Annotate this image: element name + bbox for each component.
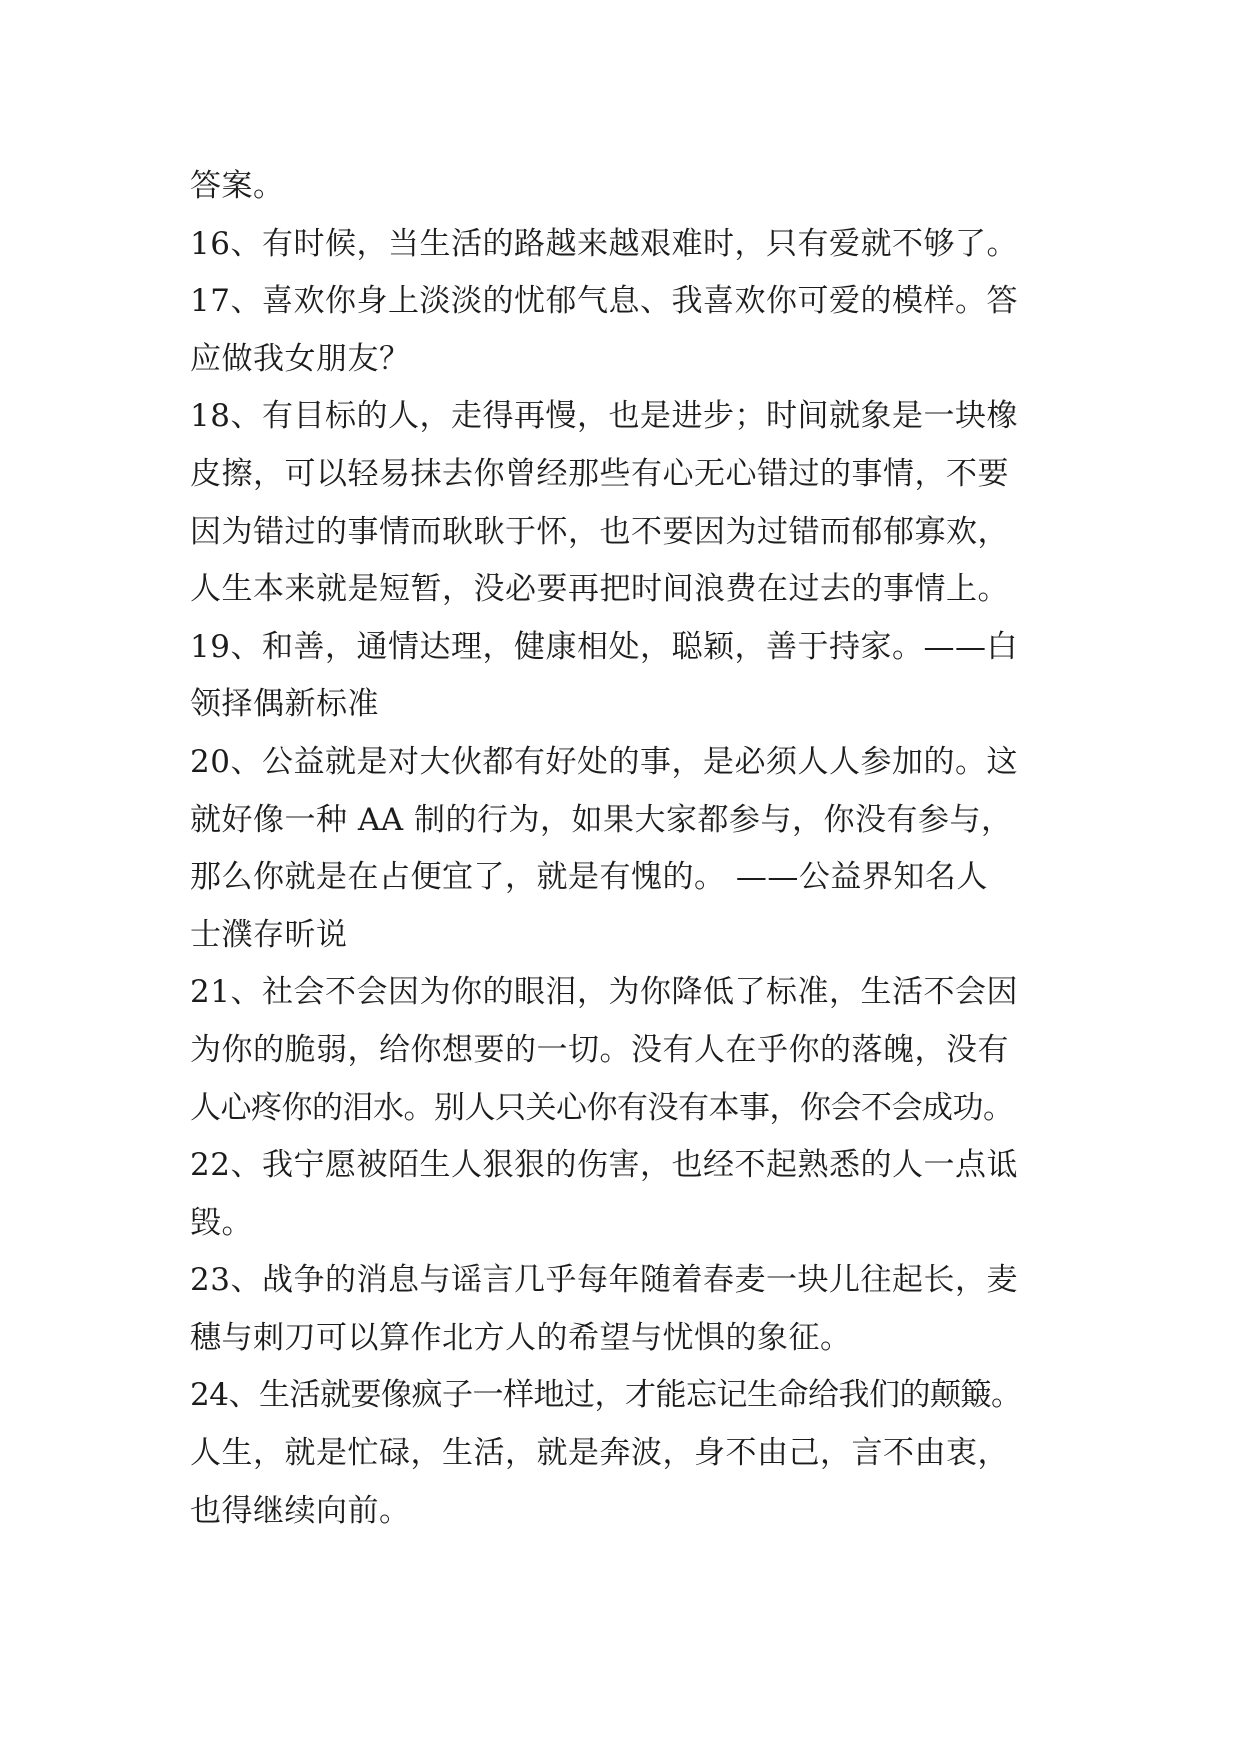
text-line: 皮擦，可以轻易抹去你曾经那些有心无心错过的事情，不要 — [190, 455, 1009, 492]
text-line: 24、生活就要像疯子一样地过，才能忘记生命给我们的颠簸。 — [190, 1377, 1022, 1414]
text-line: 毁。 — [190, 1204, 253, 1241]
text-line: 穗与刺刀可以算作北方人的希望与忧惧的象征。 — [190, 1319, 852, 1356]
text-line: 21、社会不会因为你的眼泪，为你降低了标准，生活不会因 — [190, 974, 1018, 1011]
text-line: 人生本来就是短暂，没必要再把时间浪费在过去的事情上。 — [190, 571, 1009, 608]
text-line: 领择偶新标准 — [190, 686, 379, 723]
text-line: 22、我宁愿被陌生人狠狠的伤害，也经不起熟悉的人一点诋 — [190, 1147, 1018, 1184]
text-line: 17、喜欢你身上淡淡的忧郁气息、我喜欢你可爱的模样。答 — [190, 283, 1018, 320]
text-line: 就好像一种 AA 制的行为，如果大家都参与，你没有参与， — [190, 801, 1013, 838]
text-line: 16、有时候，当生活的路越来越艰难时，只有爱就不够了。 — [190, 225, 1018, 262]
text-line: 人生，就是忙碌，生活，就是奔波，身不由己，言不由衷， — [190, 1435, 1009, 1472]
text-line: 因为错过的事情而耿耿于怀，也不要因为过错而郁郁寡欢， — [190, 513, 1009, 550]
text-line: 18、有目标的人，走得再慢，也是进步；时间就象是一块橡 — [190, 398, 1018, 435]
text-line: 20、公益就是对大伙都有好处的事，是必须人人参加的。这 — [190, 743, 1018, 780]
text-line: 也得继续向前。 — [190, 1492, 411, 1529]
text-body — [190, 158, 1070, 1540]
text-line: 士濮存昕说 — [190, 916, 348, 953]
text-line: 19、和善，通情达理，健康相处，聪颖，善于持家。——白 — [190, 628, 1018, 665]
text-line: 23、战争的消息与谣言几乎每年随着春麦一块儿往起长，麦 — [190, 1262, 1018, 1299]
text-line: 那么你就是在占便宜了，就是有愧的。 ——公益界知名人 — [190, 859, 988, 896]
text-line: 应做我女朋友？ — [190, 340, 411, 377]
text-line: 人心疼你的泪水。别人只关心你有没有本事，你会不会成功。 — [190, 1089, 1014, 1126]
text-line: 答案。 — [190, 168, 285, 204]
text-line: 为你的脆弱，给你想要的一切。没有人在乎你的落魄，没有 — [190, 1031, 1009, 1068]
